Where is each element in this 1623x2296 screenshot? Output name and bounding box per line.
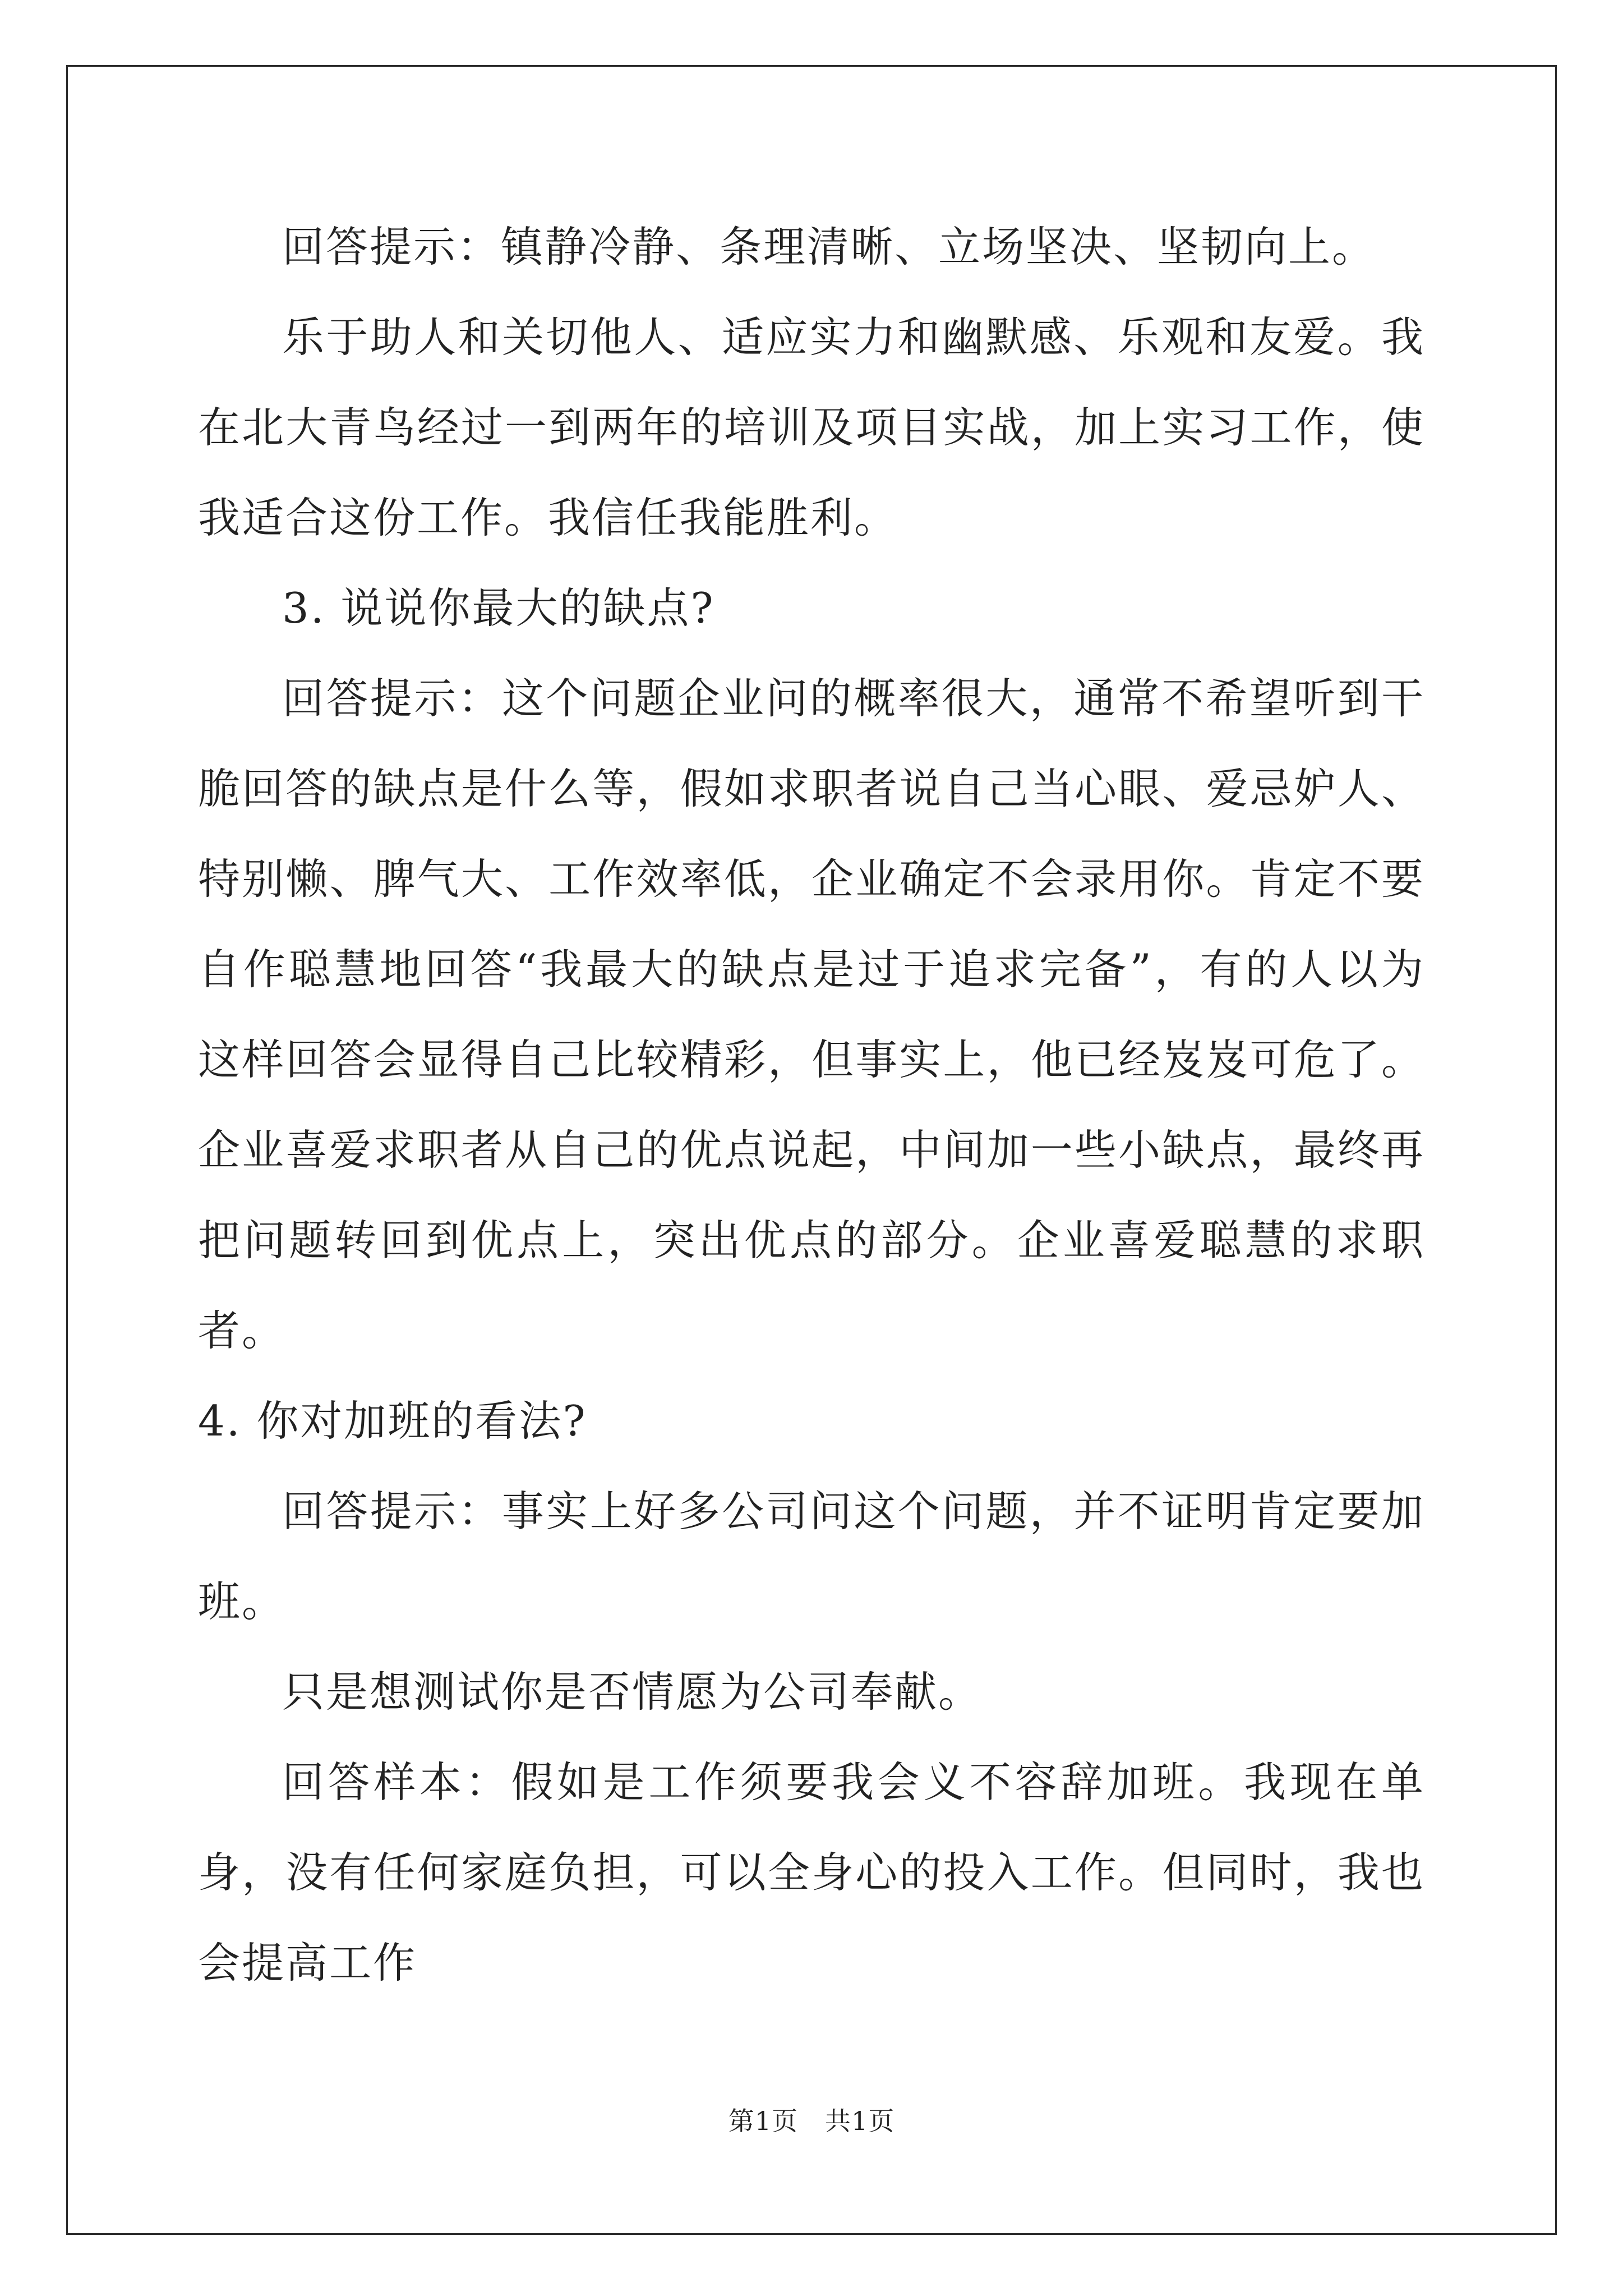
- question-3-heading: 3. 说说你最大的缺点?: [282, 583, 715, 633]
- document-body: [198, 202, 1425, 2008]
- weakness-hint-paragraph: 回答提示：这个问题企业问的概率很大，通常不希望听到干脆回答的缺点是什么等，假如求职者说自己当心眼、爱忌妒人、特别懒、脾气大、工作效率低，企业确定不会录用你。肯定不要自作聪慧地回答“我最大的缺点是过于追求完备”，有的人以为这样回答会显得自己比较精彩，但事实上，他已经岌岌可危了。企业喜爱求职者从自己的优点说起，中间加一些小缺点，最终再把问题转回到优点上，突出优点的部分。企业喜爱聪慧的求职者。: [198, 674, 1425, 1355]
- page-total: 共1页: [825, 2106, 895, 2136]
- question-4-heading: 4. 你对加班的看法?: [198, 1396, 587, 1446]
- overtime-hint-paragraph: 回答提示：事实上好多公司问这个问题，并不证明肯定要加班。: [198, 1487, 1425, 1626]
- page-footer: [0, 2101, 1623, 2138]
- answer-hint-paragraph: 回答提示：镇静冷静、条理清晰、立场坚决、坚韧向上。: [282, 222, 1376, 272]
- overtime-sample-paragraph: 回答样本：假如是工作须要我会义不容辞加班。我现在单身，没有任何家庭负担，可以全身心的投入工作。但同时，我也会提高工作: [198, 1757, 1425, 1987]
- page-number: 第1页: [728, 2106, 798, 2136]
- overtime-test-paragraph: 只是想测试你是否情愿为公司奉献。: [282, 1667, 983, 1717]
- strengths-paragraph: 乐于助人和关切他人、适应实力和幽默感、乐观和友爱。我在北大青鸟经过一到两年的培训及项目实战，加上实习工作，使我适合这份工作。我信任我能胜利。: [198, 312, 1425, 542]
